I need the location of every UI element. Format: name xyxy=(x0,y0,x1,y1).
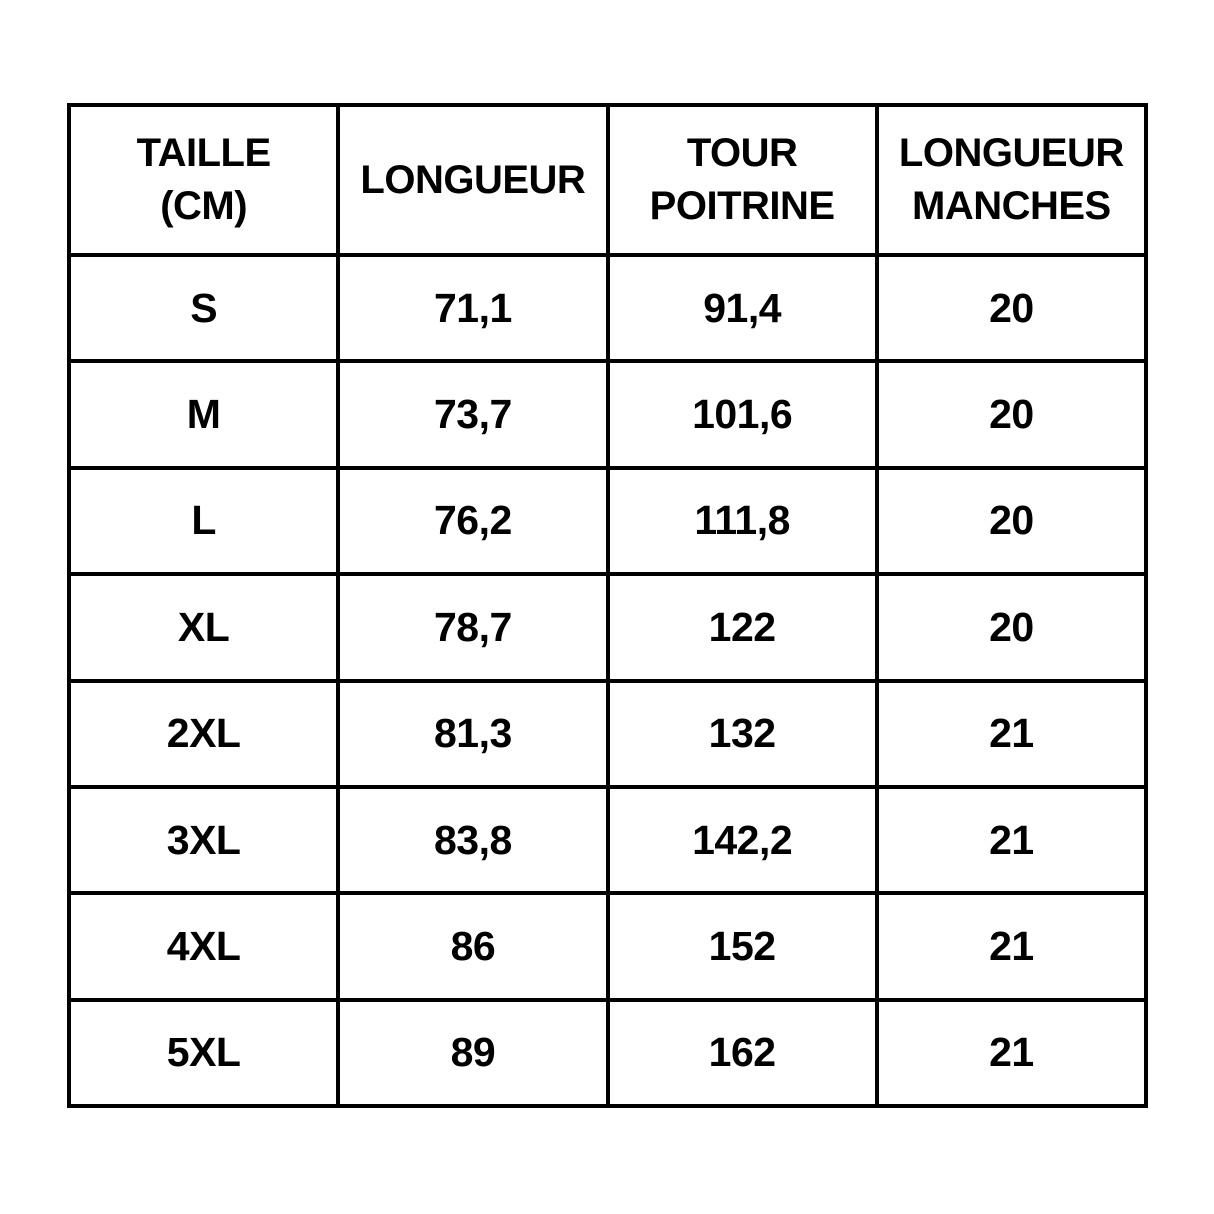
cell-longueur: 78,7 xyxy=(338,574,607,680)
cell-longueur: 81,3 xyxy=(338,681,607,787)
cell-longueur-manches: 20 xyxy=(877,574,1146,680)
cell-longueur: 83,8 xyxy=(338,787,607,893)
size-chart-header xyxy=(69,105,1146,255)
header-taille-cm xyxy=(69,105,338,255)
table-row-4xl xyxy=(69,893,1146,999)
cell-tour-poitrine: 111,8 xyxy=(608,468,877,574)
table-row-3xl xyxy=(69,787,1146,893)
cell-size: 3XL xyxy=(69,787,338,893)
cell-tour-poitrine: 132 xyxy=(608,681,877,787)
cell-tour-poitrine: 122 xyxy=(608,574,877,680)
cell-size: 5XL xyxy=(69,1000,338,1106)
cell-longueur: 89 xyxy=(338,1000,607,1106)
size-chart-body xyxy=(69,255,1146,1106)
cell-longueur: 73,7 xyxy=(338,361,607,467)
header-line: LONGUEUR xyxy=(898,131,1124,176)
cell-longueur-manches: 21 xyxy=(877,893,1146,999)
header-line: LONGUEUR xyxy=(360,157,586,202)
size-chart-table xyxy=(67,103,1148,1108)
cell-tour-poitrine: 152 xyxy=(608,893,877,999)
header-row xyxy=(69,105,1146,255)
table-row-2xl xyxy=(69,681,1146,787)
table-row-s xyxy=(69,255,1146,361)
header-tour-poitrine xyxy=(608,105,877,255)
cell-longueur: 76,2 xyxy=(338,468,607,574)
cell-longueur-manches: 20 xyxy=(877,361,1146,467)
header-line: POITRINE xyxy=(649,184,835,228)
table-row-m xyxy=(69,361,1146,467)
cell-size: 2XL xyxy=(69,681,338,787)
header-line: TOUR xyxy=(686,131,798,176)
table-row-xl xyxy=(69,574,1146,680)
cell-size: S xyxy=(69,255,338,361)
cell-tour-poitrine: 162 xyxy=(608,1000,877,1106)
cell-tour-poitrine: 101,6 xyxy=(608,361,877,467)
header-line: (CM) xyxy=(160,184,248,228)
cell-size: L xyxy=(69,468,338,574)
cell-longueur: 86 xyxy=(338,893,607,999)
cell-longueur: 71,1 xyxy=(338,255,607,361)
cell-size: 4XL xyxy=(69,893,338,999)
header-line: TAILLE xyxy=(136,131,271,176)
size-chart-container xyxy=(67,103,1148,1108)
table-row-5xl xyxy=(69,1000,1146,1106)
cell-tour-poitrine: 142,2 xyxy=(608,787,877,893)
cell-size: XL xyxy=(69,574,338,680)
cell-longueur-manches: 21 xyxy=(877,787,1146,893)
cell-longueur-manches: 20 xyxy=(877,468,1146,574)
cell-size: M xyxy=(69,361,338,467)
cell-tour-poitrine: 91,4 xyxy=(608,255,877,361)
header-longueur xyxy=(338,105,607,255)
cell-longueur-manches: 21 xyxy=(877,1000,1146,1106)
header-line: MANCHES xyxy=(912,184,1111,228)
cell-longueur-manches: 21 xyxy=(877,681,1146,787)
header-longueur-manches xyxy=(877,105,1146,255)
cell-longueur-manches: 20 xyxy=(877,255,1146,361)
table-row-l xyxy=(69,468,1146,574)
